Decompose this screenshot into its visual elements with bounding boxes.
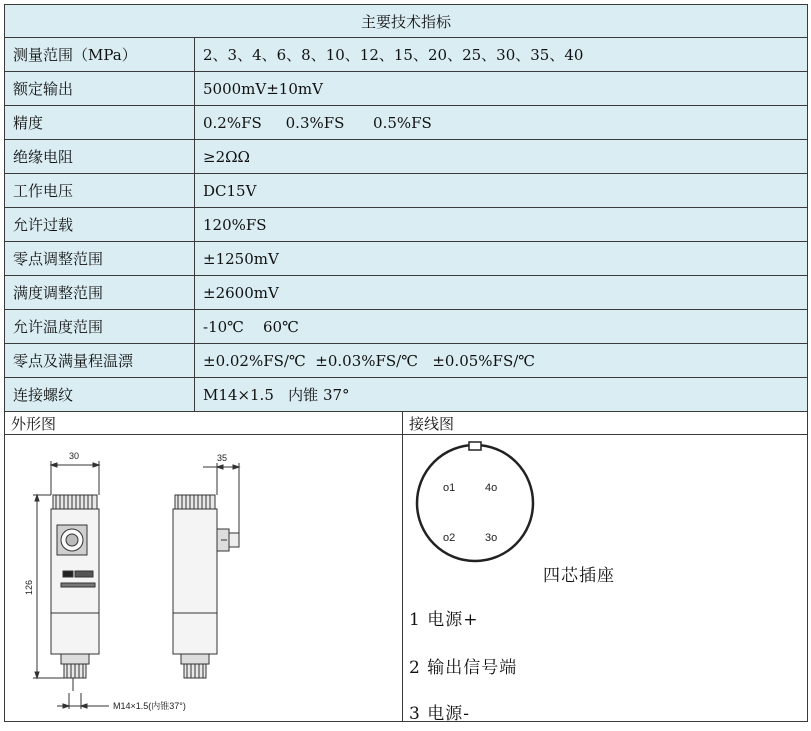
- dim-side-label: 35: [217, 453, 228, 463]
- row-label: 零点及满量程温漂: [5, 344, 195, 378]
- row-label: 连接螺纹: [5, 378, 195, 412]
- outline-drawing: [17, 441, 257, 711]
- figure-header-row: [5, 412, 808, 435]
- row-value: 120%FS: [195, 208, 808, 242]
- pin-4: 4o: [485, 482, 498, 494]
- width-dimension: [51, 461, 99, 495]
- figure-row: [5, 435, 808, 722]
- socket-outline: [417, 445, 533, 561]
- spec-sheet: [4, 4, 807, 727]
- side-view: [173, 495, 239, 678]
- spec-table: [4, 4, 808, 722]
- pin-2: o2: [443, 532, 456, 544]
- wiring-panel: [403, 435, 808, 722]
- pin-1: o1: [443, 482, 456, 494]
- table-row: [5, 106, 808, 140]
- row-value: ±1250mV: [195, 242, 808, 276]
- row-label: 零点调整范围: [5, 242, 195, 276]
- row-label: 测量范围（MPa）: [5, 38, 195, 72]
- socket-pins: [443, 482, 497, 544]
- table-row: [5, 38, 808, 72]
- table-row: [5, 276, 808, 310]
- row-value: ±0.02%FS/℃ ±0.03%FS/℃ ±0.05%FS/℃: [195, 344, 808, 378]
- outline-panel: [5, 435, 403, 722]
- socket-diagram: [409, 439, 559, 569]
- table-row: [5, 344, 808, 378]
- row-label: 额定输出: [5, 72, 195, 106]
- front-view: [51, 495, 99, 691]
- outline-header: 外形图: [5, 412, 403, 435]
- row-label: 允许过载: [5, 208, 195, 242]
- dim-width-label: 30: [69, 451, 80, 461]
- wiring-header: 接线图: [403, 412, 808, 435]
- table-title-row: [5, 5, 808, 38]
- row-label: 精度: [5, 106, 195, 140]
- table-row: [5, 242, 808, 276]
- table-row: [5, 140, 808, 174]
- thread-dimension: [57, 693, 109, 709]
- table-row: [5, 310, 808, 344]
- pin-3: 3o: [485, 532, 498, 544]
- row-label: 允许温度范围: [5, 310, 195, 344]
- table-row: [5, 174, 808, 208]
- thread-note: M14×1.5(内锥37°): [113, 701, 186, 711]
- row-value: DC15V: [195, 174, 808, 208]
- row-value: -10℃ 60℃: [195, 310, 808, 344]
- row-value: 2、3、4、6、8、10、12、15、20、25、30、35、40: [195, 38, 808, 72]
- row-label: 绝缘电阻: [5, 140, 195, 174]
- dim-height-label: 126: [24, 579, 34, 595]
- table-title: 主要技术指标: [5, 5, 808, 38]
- pin-label: 3 电源-: [409, 704, 470, 722]
- row-value: 0.2%FS 0.3%FS 0.5%FS: [195, 106, 808, 140]
- row-label: 工作电压: [5, 174, 195, 208]
- table-row: [5, 378, 808, 412]
- row-value: 5000mV±10mV: [195, 72, 808, 106]
- row-label: 满度调整范围: [5, 276, 195, 310]
- table-row: [5, 208, 808, 242]
- row-value: ≥2ΩΩ: [195, 140, 808, 174]
- pin-label: 2 输出信号端: [409, 658, 518, 678]
- socket-key: [469, 442, 481, 450]
- socket-label: 四芯插座: [543, 566, 615, 586]
- row-value: M14×1.5 内锥 37°: [195, 378, 808, 412]
- pin-label: 1 电源+: [409, 610, 479, 630]
- row-value: ±2600mV: [195, 276, 808, 310]
- table-row: [5, 72, 808, 106]
